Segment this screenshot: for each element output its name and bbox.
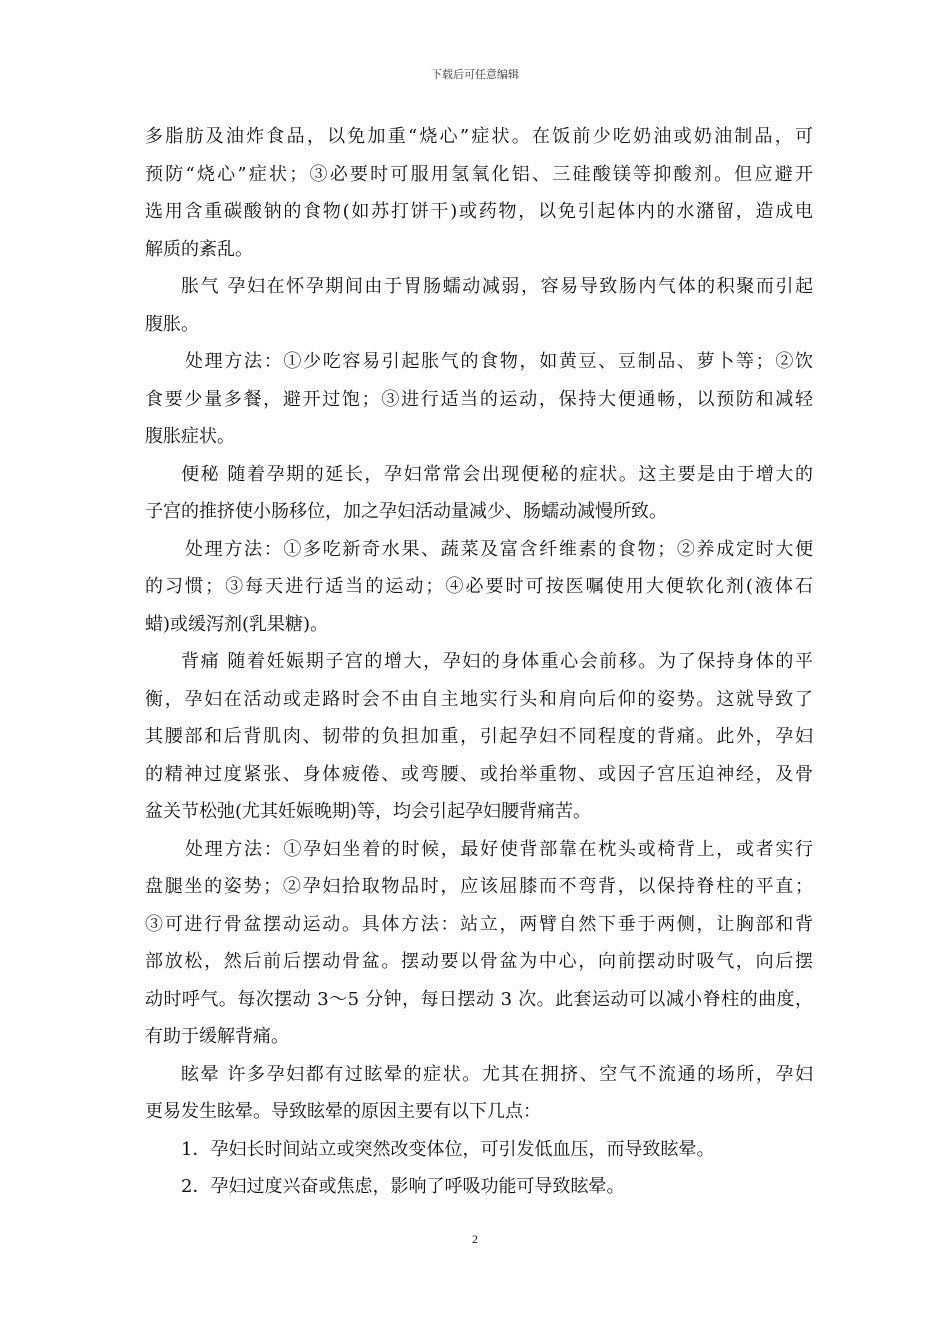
text-line: 部放松，然后前后摆动骨盆。摆动要以骨盆为中心，向前摆动时吸气，向后摆: [145, 951, 813, 972]
text-line: 胀气 孕妇在怀孕期间由于胃肠蠕动减弱，容易导致肠内气体的积聚而引起: [181, 276, 813, 297]
text-line: 背痛 随着妊娠期子宫的增大，孕妇的身体重心会前移。为了保持身体的平: [181, 651, 813, 672]
text-line: 解质的紊乱。: [145, 238, 253, 260]
text-line: 的精神过度紧张、身体疲倦、或弯腰、或抬举重物、或因子宫压迫神经，及骨: [145, 763, 813, 785]
text-line: 食要少量多餐，避开过饱；③进行适当的运动，保持大便通畅，以预防和减轻: [145, 388, 813, 410]
text-line: 预防“烧心”症状；③必要时可服用氢氧化铝、三硅酸镁等抑酸剂。但应避开: [145, 163, 813, 185]
body-text: [145, 118, 813, 1206]
page-number: 2: [472, 1232, 478, 1246]
list-item: 2．孕妇过度兴奋或焦虑，影响了呼吸功能可导致眩晕。: [181, 1176, 625, 1197]
text-line: 盘腿坐的姿势；②孕妇拾取物品时，应该屈膝而不弯背，以保持脊柱的平直；: [145, 876, 813, 897]
text-line: 腹胀症状。: [145, 426, 235, 447]
text-line: 有助于缓解背痛。: [145, 1026, 289, 1047]
text-line: 衡，孕妇在活动或走路时会不由自主地实行头和肩向后仰的姿势。这就导致了: [145, 688, 813, 710]
text-line: 的习惯；③每天进行适当的运动；④必要时可按医嘱使用大便软化剂(液体石: [145, 576, 813, 597]
text-line: 腹胀。: [145, 313, 199, 335]
text-line: 蜡)或缓泻剂(乳果糖)。: [145, 613, 329, 635]
text-line: 动时呼气。每次摆动 3～5 分钟，每日摆动 3 次。此套运动可以减小脊柱的曲度，: [145, 988, 813, 1010]
text-line: 处理方法：①少吃容易引起胀气的食物，如黄豆、豆制品、萝卜等；②饮: [185, 351, 813, 372]
list-item: 1．孕妇长时间站立或突然改变体位，可引发低血压，而导致眩晕。: [181, 1138, 715, 1160]
text-line: 眩晕 许多孕妇都有过眩晕的症状。尤其在拥挤、空气不流通的场所，孕妇: [181, 1063, 813, 1085]
text-line: 处理方法：①多吃新奇水果、蔬菜及富含纤维素的食物；②养成定时大便: [185, 538, 813, 560]
text-line: 更易发生眩晕。导致眩晕的原因主要有以下几点：: [145, 1101, 541, 1122]
text-line: 处理方法：①孕妇坐着的时候，最好使背部靠在枕头或椅背上，或者实行: [185, 838, 813, 860]
text-line: 便秘 随着孕期的延长，孕妇常常会出现便秘的症状。这主要是由于增大的: [181, 463, 813, 485]
text-line: 多脂肪及油炸食品，以免加重“烧心”症状。在饭前少吃奶油或奶油制品，可: [145, 126, 813, 147]
text-line: 其腰部和后背肌肉、韧带的负担加重，引起孕妇不同程度的背痛。此外，孕妇: [145, 726, 813, 747]
text-line: 盆关节松弛(尤其妊娠晚期)等，均会引起孕妇腰背痛苦。: [145, 801, 592, 822]
page-header-note: 下载后可任意编辑: [431, 68, 519, 81]
text-line: 选用含重碳酸钠的食物(如苏打饼干)或药物，以免引起体内的水潴留，造成电: [145, 201, 813, 222]
text-line: 子宫的推挤使小肠移位，加之孕妇活动量减少、肠蠕动减慢所致。: [145, 501, 667, 522]
text-line: ③可进行骨盆摆动运动。具体方法：站立，两臂自然下垂于两侧，让胸部和背: [145, 913, 813, 935]
